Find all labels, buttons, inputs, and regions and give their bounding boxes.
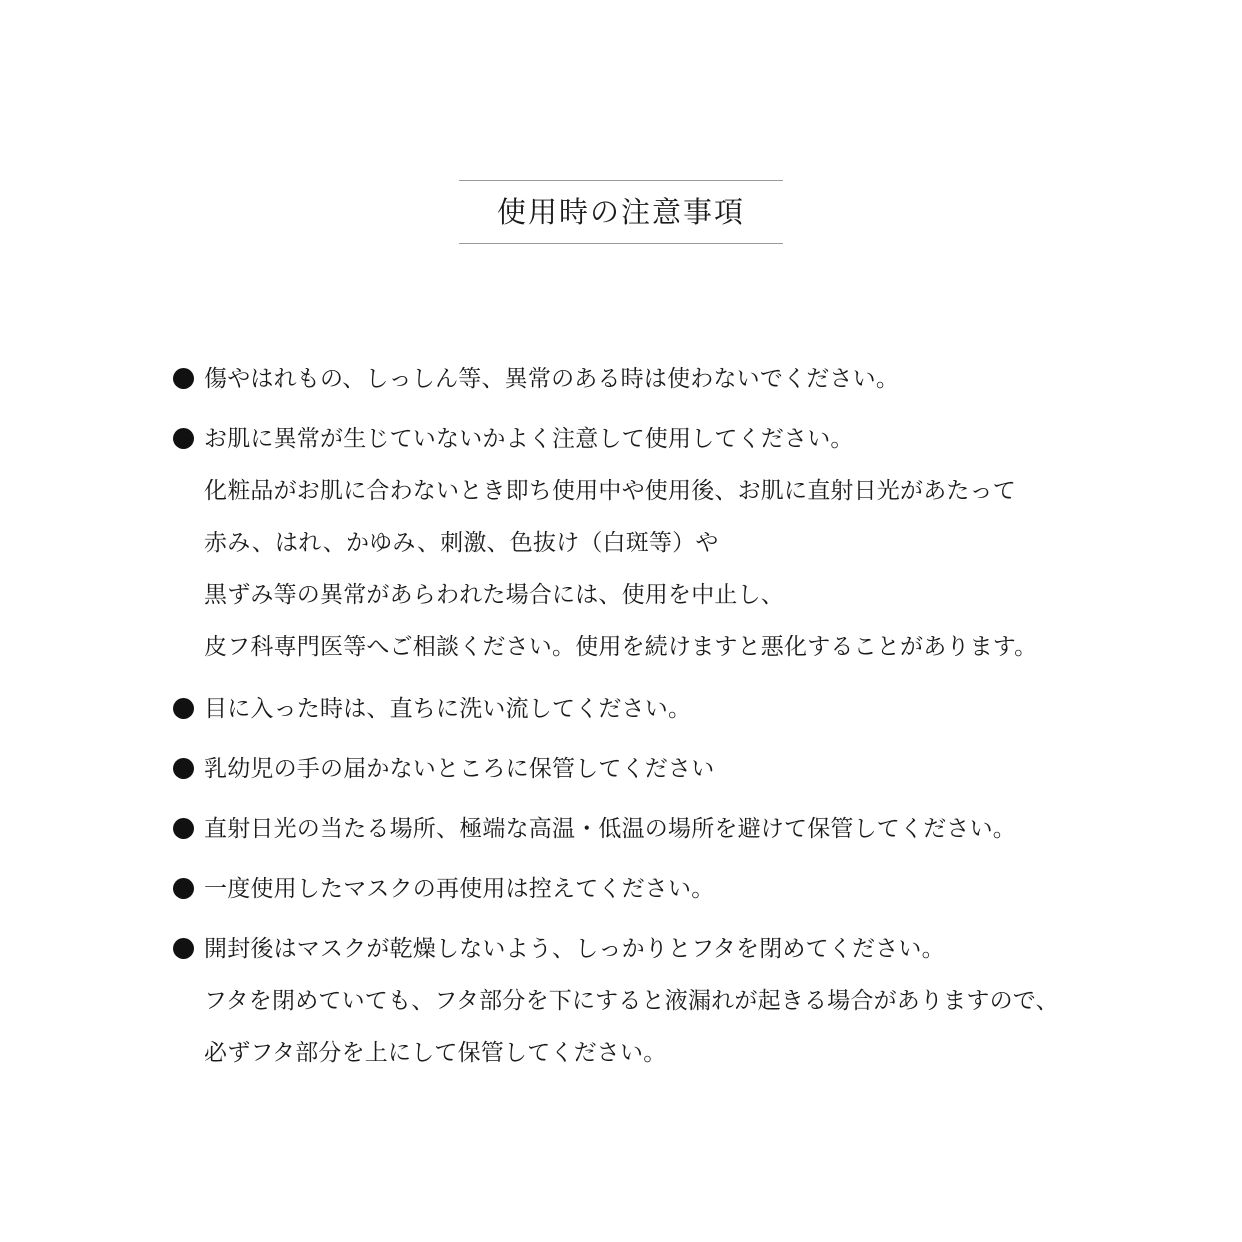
- note-line: 赤み、はれ、かゆみ、刺激、色抜け（白斑等）や: [204, 530, 719, 556]
- note-line: 傷やはれもの、しっしん等、異常のある時は使わないでください。: [204, 366, 900, 392]
- note-line: 直射日光の当たる場所、極端な高温・低温の場所を避けて保管してください。: [204, 816, 1016, 842]
- bullet-icon: [173, 878, 194, 899]
- bullet-icon: [173, 428, 194, 449]
- bullet-icon: [173, 758, 194, 779]
- note-line: 一度使用したマスクの再使用は控えてください。: [204, 876, 715, 902]
- note-line: 乳幼児の手の届かないところに保管してください: [204, 756, 715, 782]
- bullet-icon: [173, 368, 194, 389]
- note-line: 開封後はマスクが乾燥しないよう、しっかりとフタを閉めてください。: [204, 936, 945, 962]
- note-line: お肌に異常が生じていないかよく注意して使用してください。: [204, 426, 854, 452]
- note-line: 黒ずみ等の異常があらわれた場合には、使用を中止し、: [204, 582, 784, 608]
- bullet-icon: [173, 938, 194, 959]
- note-line: 化粧品がお肌に合わないとき即ち使用中や使用後、お肌に直射日光があたって: [204, 478, 1016, 504]
- page-title: 使用時の注意事項: [496, 195, 745, 229]
- bullet-icon: [173, 818, 194, 839]
- note-line: フタを閉めていても、フタ部分を下にすると液漏れが起きる場合がありますので、: [204, 988, 1059, 1014]
- note-line: 目に入った時は、直ちに洗い流してください。: [204, 696, 692, 722]
- note-line: 皮フ科専門医等へご相談ください。使用を続けますと悪化することがあります。: [204, 634, 1038, 660]
- note-line: 必ずフタ部分を上にして保管してください。: [204, 1040, 667, 1066]
- bullet-icon: [173, 698, 194, 719]
